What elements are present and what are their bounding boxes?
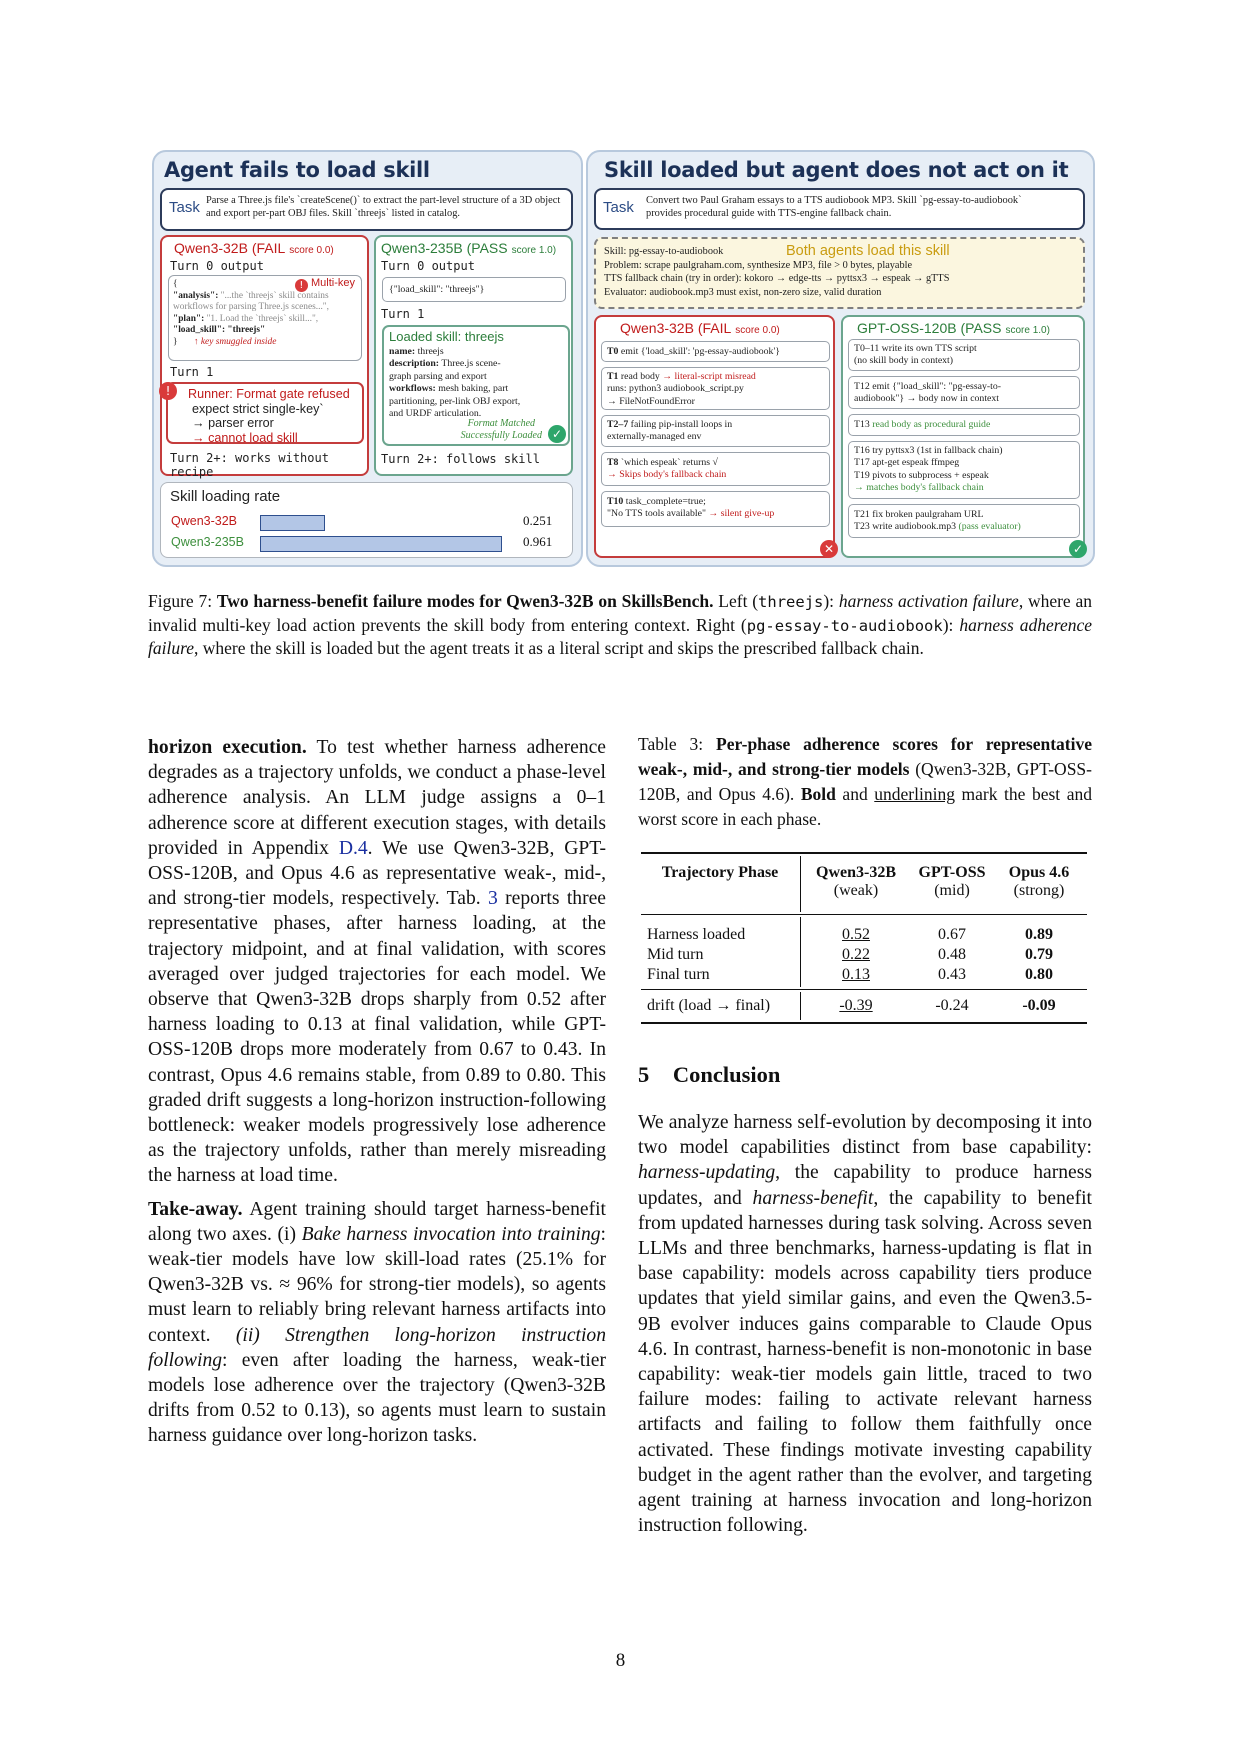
oss-step-1 <box>848 339 1080 371</box>
turn2-label: Turn 2+: works without recipe <box>170 451 329 479</box>
takeaway-text-c: : even after loading the harness, weak-tier models lose adherence over the trajectory (Qwen3-32B drifts from 0.52 to 0.13), so agents must learn to sustain harness guidance over long-horizon tasks. <box>148 1349 606 1447</box>
horizon-heading: horizon execution. <box>148 737 307 758</box>
step-t0-label: T0 <box>607 346 619 357</box>
conclusion-paragraph <box>638 1110 1092 1538</box>
header-opus: Opus 4.6 <box>1008 864 1070 881</box>
fail-x-icon: ✕ <box>820 540 838 558</box>
turn0-label: Turn 0 output <box>170 259 264 273</box>
table-caption-underline-word: underlining <box>874 784 955 804</box>
table-caption-text-b: and <box>835 784 875 804</box>
table-caption-text-c: mark the best and worst score in each phase. <box>638 784 1092 829</box>
json-close: } <box>173 336 178 347</box>
left-panel <box>152 150 583 567</box>
description-cont: graph parsing and export <box>389 370 487 382</box>
step-t2-text: failing pip-install loops in <box>628 419 733 430</box>
header-gpt: GPT-OSS <box>918 864 986 881</box>
turn2-label-235: Turn 2+: follows skill <box>381 452 540 466</box>
load-skill-key: "load_skill": "threejs" <box>173 325 266 336</box>
step-t10-text: task_complete=true; <box>623 496 706 507</box>
horizon-text-b: . We use Qwen3-32B, GPT-OSS-120B, and Opus 4.6 as representative weak-, mid-, and strong-tier models, respectively. Tab. <box>148 837 607 910</box>
gpt-oss-pass-box <box>841 315 1085 558</box>
turn1-label-235: Turn 1 <box>381 307 425 321</box>
rate-label-qwen235: Qwen3-235B <box>171 535 244 549</box>
oss-step-1-text: T0–11 write its own TTS script <box>854 343 977 354</box>
appendix-link[interactable]: D.4 <box>338 837 368 859</box>
table-caption <box>638 732 1092 832</box>
turn0-label-235: Turn 0 output <box>381 259 475 273</box>
step-t1-label: T1 <box>607 371 619 382</box>
conclusion-heading <box>638 1062 780 1088</box>
takeaway-italic-1: Bake harness invocation into training <box>301 1223 601 1245</box>
name-label: name: <box>389 346 416 357</box>
caption-code-1: threejs <box>758 593 824 611</box>
figure-caption <box>148 590 1092 660</box>
single-key-output <box>382 277 566 302</box>
analysis-value: "...the `threejs` skill contains <box>218 290 329 301</box>
runner-refused-box <box>166 382 364 444</box>
runner-cannot-load: → cannot load skill <box>192 430 298 445</box>
cell-opus-harness: 0.89 <box>1025 926 1053 943</box>
cell-qwen-final: 0.13 <box>842 966 870 983</box>
cell-opus-final: 0.80 <box>1025 966 1053 983</box>
page-number: 8 <box>615 1650 626 1671</box>
oss-step-4-matches: → matches body's fallback chain <box>854 482 984 494</box>
check-icon: ✓ <box>548 425 566 443</box>
multikey-label: Multi-key <box>310 277 355 289</box>
takeaway-heading: Take-away. <box>148 1198 243 1220</box>
caption-text-5: , where the skill is loaded but the agent treats it as a literal script and skips the prescribed fallback chain. <box>194 638 924 659</box>
qwen235-header: Qwen3-235B (PASS <box>381 240 508 256</box>
cell-qwen-harness: 0.52 <box>842 926 870 943</box>
step-t10 <box>601 491 830 527</box>
skill-evaluator: Evaluator: audiobook.mp3 must exist, non-zero size, valid duration <box>604 286 882 298</box>
right-qwen32-fail-box <box>594 315 835 558</box>
oss-step-1-note: (no skill body in context) <box>854 355 954 367</box>
table-caption-bold: Per-phase adherence scores for representative weak-, mid-, and strong-tier models <box>638 734 1092 779</box>
step-t8 <box>601 452 830 486</box>
results-table <box>641 852 1087 1024</box>
caption-text-3: , where an invalid multi-key load action prevents the skill body from entering context. Right ( <box>148 591 1092 635</box>
right-qwen32-score: score 0.0) <box>735 325 780 336</box>
table-link[interactable]: 3 <box>487 888 498 910</box>
rate-label-qwen32: Qwen3-32B <box>171 514 238 528</box>
conclusion-text-b: , the capability to produce harness updates, and <box>638 1162 1092 1209</box>
workflows-cont-2: and URDF articulation. <box>389 408 482 420</box>
step-t0 <box>601 341 830 362</box>
cell-gpt-mid: 0.48 <box>938 946 966 963</box>
qwen235-score: score 1.0) <box>511 245 557 256</box>
step-t10-give-up: → silent give-up <box>708 508 775 520</box>
loaded-skill-title: Loaded skill: threejs <box>389 329 504 344</box>
subheader-strong: (strong) <box>1013 882 1065 899</box>
cell-gpt-final: 0.43 <box>938 966 966 983</box>
header-qwen: Qwen3-32B <box>816 864 896 881</box>
oss-step-2 <box>848 376 1080 409</box>
drift-label: drift (load → final) <box>647 997 771 1014</box>
left-panel-title: Agent fails to load skill <box>164 158 430 182</box>
step-t1-text: read body <box>618 371 663 382</box>
left-task-box <box>160 188 573 231</box>
analysis-value-cont: workflows for parsing Three.js scenes...", <box>173 302 329 313</box>
step-t10-label: T10 <box>607 496 624 507</box>
skill-name: Skill: pg-essay-to-audiobook <box>604 246 724 257</box>
subheader-mid: (mid) <box>934 882 970 899</box>
task-label-right: Task <box>603 199 634 216</box>
name-value: threejs <box>415 346 444 357</box>
horizon-text-a: To test whether harness adherence degrades as a trajectory unfolds, we conduct a phase-level adherence analysis. An LLM judge assigns a 0–1 adherence score at different execution stages, with details provided in Appendix <box>148 737 607 859</box>
oss-step-5-write: T23 write audiobook.mp3 <box>854 521 959 533</box>
conclusion-text-a: We analyze harness self-evolution by decomposing it into two model capabilities distinct from base capability: <box>638 1112 1092 1159</box>
oss-step-5-pass: (pass evaluator) <box>958 521 1021 533</box>
oss-step-4-text: T16 try pyttsx3 (1st in fallback chain) <box>854 445 1003 456</box>
cell-gpt-harness: 0.67 <box>938 926 966 943</box>
step-t8-skips: → Skips body's fallback chain <box>607 469 727 481</box>
oss-step-2-text: T12 emit {"load_skill": "pg-essay-to- <box>854 381 1002 392</box>
loaded-skill-box <box>382 325 570 446</box>
conclusion-italic-1: harness-updating <box>638 1162 776 1184</box>
caption-italic-2: harness adherence failure <box>148 614 1092 659</box>
skill-fallback-chain: TTS fallback chain (try in order): kokoro → edge-tts → pyttsx3 → espeak → gTTS <box>604 273 950 284</box>
oss-step-5 <box>848 504 1080 538</box>
cell-qwen-drift: -0.39 <box>839 997 873 1014</box>
header-phase: Trajectory Phase <box>661 864 779 881</box>
horizon-text-c: reports three representative phases, after harness loading, at the trajectory midpoint, and at final validation, with scores averaged over judged trajectories for each model. We observe that Qwen3-32B drops sharply from 0.52 after harness loading to 0.13 at final validation, while GPT-OSS-120B drops more moderately from 0.67 to 0.43. In contrast, Opus 4.6 remains stable, from 0.89 to 0.80. This graded drift suggests a long-horizon instruction-following bottleneck: weaker models progressively lose adherence as the trajectory unfolds, rather than merely misreading the harness at load time. <box>148 888 606 1187</box>
caption-italic-1: harness activation failure <box>838 591 1019 611</box>
workflows-value: mesh baking, part <box>435 383 509 395</box>
step-t8-text: `which espeak` returns √ <box>618 457 718 468</box>
caption-code-2: pg-essay-to-audiobook <box>746 616 943 635</box>
oss-step-4 <box>848 441 1080 499</box>
oss-step-4-pivot: T19 pivots to subprocess + espeak <box>854 469 989 481</box>
rate-bar-qwen235 <box>260 536 502 552</box>
runner-parser-error: → parser error <box>192 416 274 430</box>
step-t10-no-tts: "No TTS tools available" <box>607 508 709 520</box>
section-title: Conclusion <box>672 1062 781 1087</box>
right-qwen32-header: Qwen3-32B (FAIL <box>620 320 732 336</box>
step-t1-misread: → literal-script misread <box>662 371 756 382</box>
qwen235-pass-box <box>374 235 573 476</box>
rate-value-qwen235: 0.961 <box>523 534 553 549</box>
step-t2-env: externally-managed env <box>607 431 702 443</box>
left-task-text: Parse a Three.js file's `createScene()` to extract the part-level structure of a 3D object and export per-part OBJ files. Skill `threejs` listed in catalog. <box>206 195 561 219</box>
right-panel <box>586 150 1095 567</box>
pass-check-icon: ✓ <box>1069 540 1087 558</box>
step-t1-error: → FileNotFoundError <box>607 395 695 407</box>
oss-step-3 <box>848 414 1080 436</box>
turn1-label: Turn 1 <box>170 365 214 379</box>
runner-expect: expect strict single-key` <box>192 401 324 416</box>
subheader-weak: (weak) <box>833 882 879 899</box>
left-column <box>148 735 606 1449</box>
rate-title: Skill loading rate <box>170 488 281 505</box>
step-t8-label: T8 <box>607 457 619 468</box>
step-t0-text: emit {'load_skill': 'pg-essay-audiobook'} <box>618 346 780 357</box>
caption-bold: Two harness-benefit failure modes for Qwen3-32B on SkillsBench. <box>216 591 714 611</box>
description-label: description: <box>389 358 440 370</box>
oss-step-3-label: T13 <box>854 419 873 430</box>
single-key-text: {"load_skill": "threejs"} <box>389 284 485 295</box>
table-caption-text-a: (Qwen3-32B, GPT-OSS-120B, and Opus 4.6). <box>638 759 1092 804</box>
right-panel-title: Skill loaded but agent does not act on it <box>604 158 1069 182</box>
oss-step-3-text: read body as procedural guide <box>872 419 991 430</box>
both-agents-load: Both agents load this skill <box>786 243 950 259</box>
conclusion-italic-2: harness-benefit <box>752 1187 874 1209</box>
caption-text-1: Left ( <box>713 591 759 611</box>
table-caption-bold-word: Bold <box>800 784 836 804</box>
oss-header: GPT-OSS-120B (PASS <box>857 320 1002 336</box>
caption-text-4: ): <box>942 614 960 635</box>
cell-opus-drift: -0.09 <box>1022 997 1056 1014</box>
qwen32-score: score 0.0) <box>289 245 334 256</box>
workflows-cont: partitioning, per-link OBJ export, <box>389 395 521 407</box>
task-label: Task <box>169 199 200 216</box>
rate-value-qwen32: 0.251 <box>523 513 553 528</box>
description-value: Three.js scene- <box>439 358 501 370</box>
qwen32-fail-box <box>160 235 369 479</box>
format-matched: Format Matched <box>467 418 536 429</box>
skill-problem: Problem: scrape paulgraham.com, synthesize MP3, file > 0 bytes, playable <box>604 259 913 271</box>
takeaway-text-a: Agent training should target harness-benefit along two axes. (i) <box>148 1198 606 1245</box>
step-t2-7 <box>601 415 830 447</box>
row-final-turn-label: Final turn <box>647 966 710 983</box>
oss-score: score 1.0) <box>1005 325 1050 336</box>
rate-bar-qwen32 <box>260 515 325 531</box>
step-t1-runs: runs: python3 audiobook_script.py <box>607 383 744 395</box>
skill-description-box <box>594 237 1085 309</box>
step-t2-label: T2–7 <box>607 419 629 430</box>
runner-refused: Runner: Format gate refused <box>188 387 350 401</box>
smuggled-note: ↑ key smuggled inside <box>193 336 277 347</box>
runner-alert-icon: ! <box>159 382 177 400</box>
alert-icon: ! <box>295 279 308 292</box>
oss-step-2-cont: audiobook"} → body now in context <box>854 393 1000 405</box>
section-number: 5 <box>638 1062 650 1087</box>
takeaway-italic-2: (ii) Strengthen long-horizon instruction following <box>148 1324 607 1371</box>
caption-text-2: ): <box>823 591 839 611</box>
right-task-text: Convert two Paul Graham essays to a TTS audiobook MP3. Skill `pg-essay-to-audiobook` provides procedural guide with TTS-engine fallback chain. <box>646 195 1022 219</box>
json-open: { <box>173 279 178 289</box>
cell-qwen-mid: 0.22 <box>842 946 870 963</box>
caption-label: Figure 7: <box>148 591 213 611</box>
takeaway-text-b: : weak-tier models have low skill-load rates (25.1% for Qwen3-32B vs. ≈ 96% for strong-tier models), so agents must learn to reliably bring relevant harness artifacts into context. <box>148 1223 606 1346</box>
qwen32-header: Qwen3-32B (FAIL <box>174 240 286 256</box>
step-t1 <box>601 367 830 410</box>
multikey-output-box <box>168 275 362 361</box>
cell-gpt-drift: -0.24 <box>935 997 969 1014</box>
conclusion-text-c: , the capability to benefit from updated harnesses during task solving. Across seven LLMs and three benchmarks, harness-updating is flat in base capability: models across capability tiers produce updates that yield similar gains, and even the Qwen3.5-9B evolver induces gains comparable to Claude Opus 4.6. In contrast, harness-benefit is non-monotonic in base capability: weak-tier models gain little, traced to two failure modes: failing to activate relevant harness artifacts and failing to follow them faithfully once activated. These findings motivate investing capability budget in the agent rather than the evolver, and targeting agent training at harness invocation and long-horizon instruction following. <box>638 1187 1092 1537</box>
right-task-box <box>594 188 1085 230</box>
skill-loading-rate-box <box>160 482 573 558</box>
table-caption-label: Table 3: <box>638 734 717 754</box>
plan-key: "plan": <box>173 313 205 324</box>
successfully-loaded: Successfully Loaded <box>460 430 542 442</box>
row-mid-turn-label: Mid turn <box>647 946 704 963</box>
oss-step-5-text: T21 fix broken paulgraham URL <box>854 509 984 520</box>
oss-step-4-apt: T17 apt-get espeak ffmpeg <box>854 457 960 469</box>
plan-value: "1. Load the `threejs` skill...", <box>204 313 319 324</box>
paragraph-horizon <box>148 735 606 1189</box>
paragraph-takeaway <box>148 1197 606 1449</box>
cell-opus-mid: 0.79 <box>1025 946 1053 963</box>
analysis-key: "analysis": <box>173 290 219 301</box>
workflows-label: workflows: <box>389 383 436 395</box>
row-harness-loaded-label: Harness loaded <box>647 926 746 943</box>
